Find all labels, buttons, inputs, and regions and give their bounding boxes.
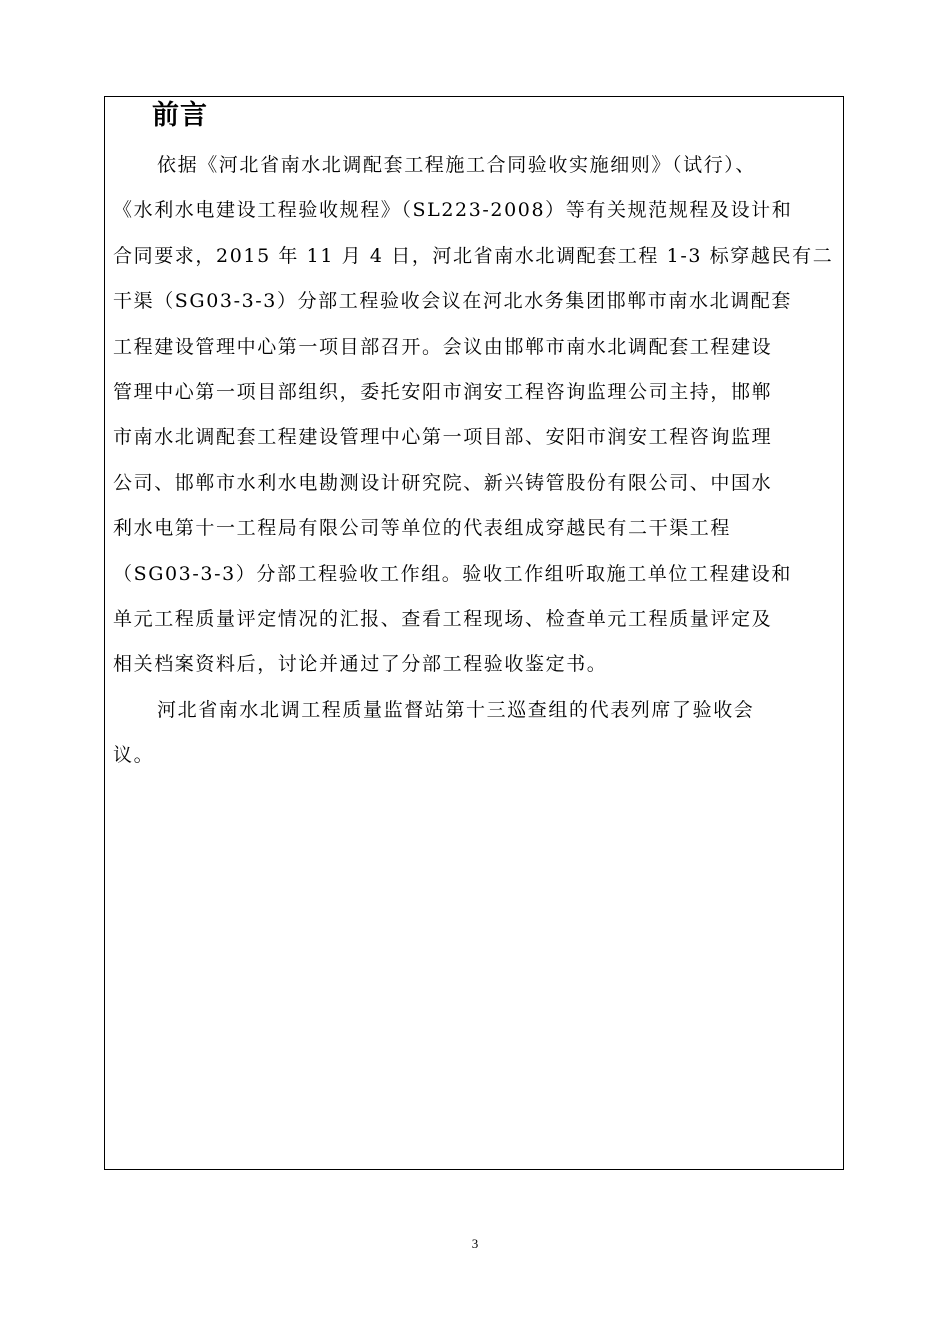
paragraph-1-line: 相关档案资料后，讨论并通过了分部工程验收鉴定书。: [113, 653, 608, 676]
page-number: 3: [471, 1236, 479, 1251]
paragraph-1-line: 干渠（SG03-3-3）分部工程验收会议在河北水务集团邯郸市南水北调配套: [113, 290, 792, 313]
paragraph-1-line: 工程建设管理中心第一项目部召开。会议由邯郸市南水北调配套工程建设: [113, 335, 773, 358]
paragraph-1-line: 合同要求，2015 年 11 月 4 日，河北省南水北调配套工程 1-3 标穿越民有二: [113, 244, 834, 267]
paragraph-1-line: 管理中心第一项目部组织，委托安阳市润安工程咨询监理公司主持，邯郸: [113, 380, 773, 403]
body-text: [113, 143, 834, 778]
paragraph-1-line: 依据《河北省南水北调配套工程施工合同验收实施细则》（试行）、: [157, 154, 757, 176]
paragraph-1-line: 单元工程质量评定情况的汇报、查看工程现场、检查单元工程质量评定及: [113, 607, 773, 630]
paragraph-1-line: 公司、邯郸市水利水电勘测设计研究院、新兴铸管股份有限公司、中国水: [113, 471, 773, 494]
paragraph-1-line: 市南水北调配套工程建设管理中心第一项目部、安阳市润安工程咨询监理: [113, 426, 773, 449]
section-heading: 前言: [152, 100, 208, 131]
paragraph-1-line: 利水电第十一工程局有限公司等单位的代表组成穿越民有二干渠工程: [113, 517, 732, 540]
paragraph-1-line: （SG03-3-3）分部工程验收工作组。验收工作组听取施工单位工程建设和: [113, 562, 792, 585]
paragraph-1-line: 《水利水电建设工程验收规程》（SL223-2008）等有关规范规程及设计和: [113, 199, 793, 222]
paragraph-2-line: 河北省南水北调工程质量监督站第十三巡查组的代表列席了验收会: [157, 698, 755, 721]
paragraph-2-line: 议。: [113, 744, 155, 767]
